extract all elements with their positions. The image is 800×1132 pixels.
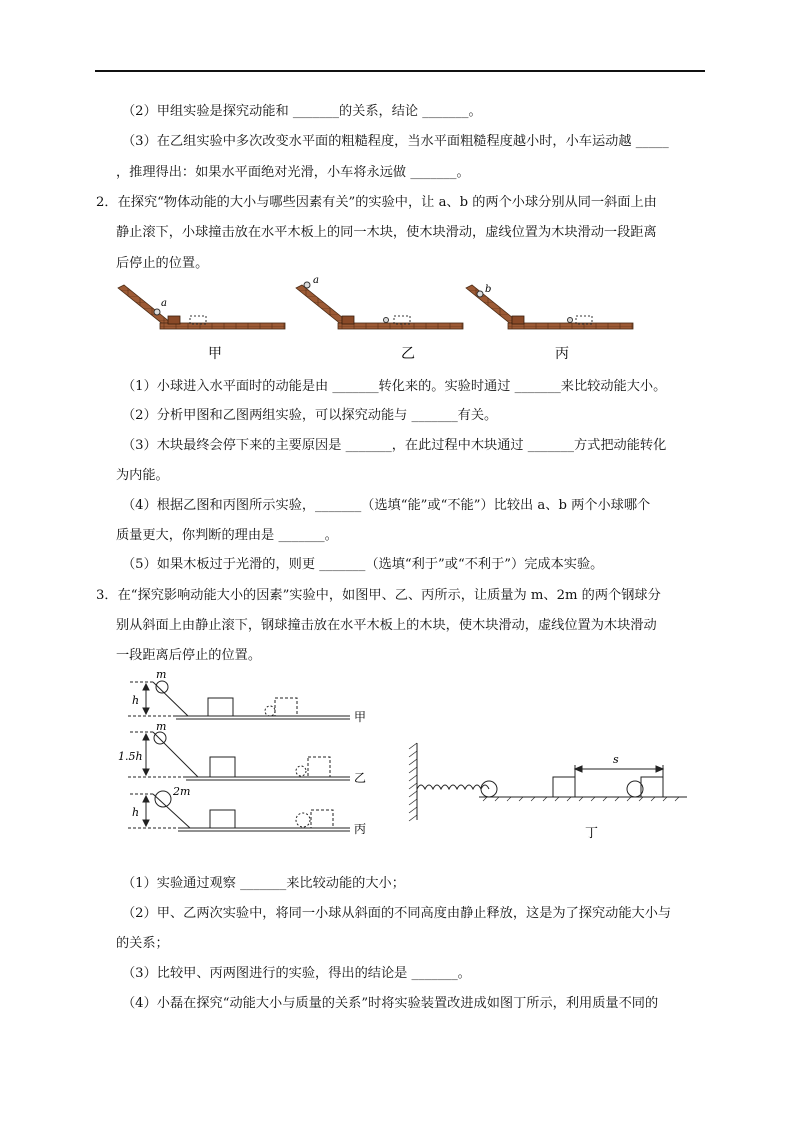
q1-part2: （2）甲组实验是探究动能和 _______的关系，结论 _______。	[122, 104, 482, 119]
ball-label: a	[313, 275, 319, 286]
mass-label-yi: m	[156, 720, 167, 733]
row-label-bing: 丙	[354, 822, 367, 836]
q1-part3-line1: （3）在乙组实验中多次改变水平面的粗糙程度，当水平面粗糙程度越小时，小车运动越 _____	[122, 134, 669, 149]
fig-label-yi: 乙	[401, 346, 415, 362]
ball-label: a	[161, 298, 167, 309]
setup-bing	[466, 284, 633, 329]
mass-label-bing: 2m	[173, 785, 191, 798]
q3-part2-line1: （2）甲、乙两次实验中，将同一小球从斜面的不同高度由静止释放，这是为了探究动能大小与	[122, 906, 672, 921]
q2-part5: （5）如果木板过于光滑的，则更 _______（选填“利于”或“不利于”）完成本实验。	[122, 557, 604, 572]
mass-label-jia: m	[156, 668, 167, 681]
q2-part4-line1: （4）根据乙图和丙图所示实验，_______（选填“能”或“不能”）比较出 a、b 两个小球哪个	[122, 498, 651, 513]
q3-figure-ding	[405, 735, 695, 845]
q3-stem-line1: 3．在“探究影响动能大小的因素”实验中，如图甲、乙、丙所示，让质量为 m、2m 的两个钢球分	[96, 588, 661, 603]
height-label-jia: h	[132, 694, 140, 707]
q3-stem-line3: 一段距离后停止的位置。	[116, 648, 262, 663]
q2-part4-line2: 质量更大，你判断的理由是 _______。	[116, 528, 338, 543]
q2-stem-line3: 后停止的位置。	[116, 256, 209, 271]
q3-stem-line2: 别从斜面上由静止滚下，钢球撞击放在水平木板上的木块，使木块滑动，虚线位置为木块滑动	[116, 618, 657, 633]
q3-part4: （4）小磊在探究“动能大小与质量的关系”时将实验装置改进成如图丁所示，利用质量不同的	[122, 996, 659, 1011]
q2-stem-line1: 2．在探究“物体动能的大小与哪些因素有关”的实验中，让 a、b 的两个小球分别从同一斜面上由	[96, 195, 657, 210]
row-label-yi: 乙	[354, 771, 367, 785]
q3-part1: （1）实验通过观察 _______来比较动能的大小；	[122, 876, 405, 891]
height-label-yi: 1.5h	[118, 750, 143, 763]
q2-part3-line2: 为内能。	[116, 468, 169, 483]
fig-label-jia: 甲	[208, 346, 222, 362]
q3-part3: （3）比较甲、丙两图进行的实验，得出的结论是 _______。	[122, 966, 471, 981]
q2-part1: （1）小球进入水平面时的动能是由 _______转化来的。实验时通过 _______来比较动能大小。	[122, 379, 667, 394]
height-label-bing: h	[132, 806, 140, 819]
q2-part2: （2）分析甲图和乙图两组实验，可以探究动能与 _______有关。	[122, 408, 498, 423]
row-label-jia: 甲	[354, 710, 367, 724]
setup-jia	[118, 285, 285, 329]
fig-label-bing: 丙	[555, 346, 569, 362]
q3-part2-line2: 的关系；	[116, 936, 169, 951]
q2-part3-line1: （3）木块最终会停下来的主要原因是 _______，在此过程中木块通过 _______方式把动能转化	[122, 438, 667, 453]
q3-figure-left	[118, 670, 378, 850]
ball-label: b	[485, 284, 492, 295]
q2-stem-line2: 静止滚下，小球撞击放在水平木板上的同一木块，使木块滑动，虚线位置为木块滑动一段距离	[116, 225, 657, 240]
q1-part3-line2: ，推理得出：如果水平面绝对光滑，小车将永远做 _______。	[116, 165, 470, 180]
distance-label: s	[613, 753, 619, 766]
setup-yi	[296, 275, 463, 329]
fig-label-ding: 丁	[585, 826, 599, 841]
header-rule	[95, 70, 705, 72]
q2-figure	[110, 275, 640, 363]
